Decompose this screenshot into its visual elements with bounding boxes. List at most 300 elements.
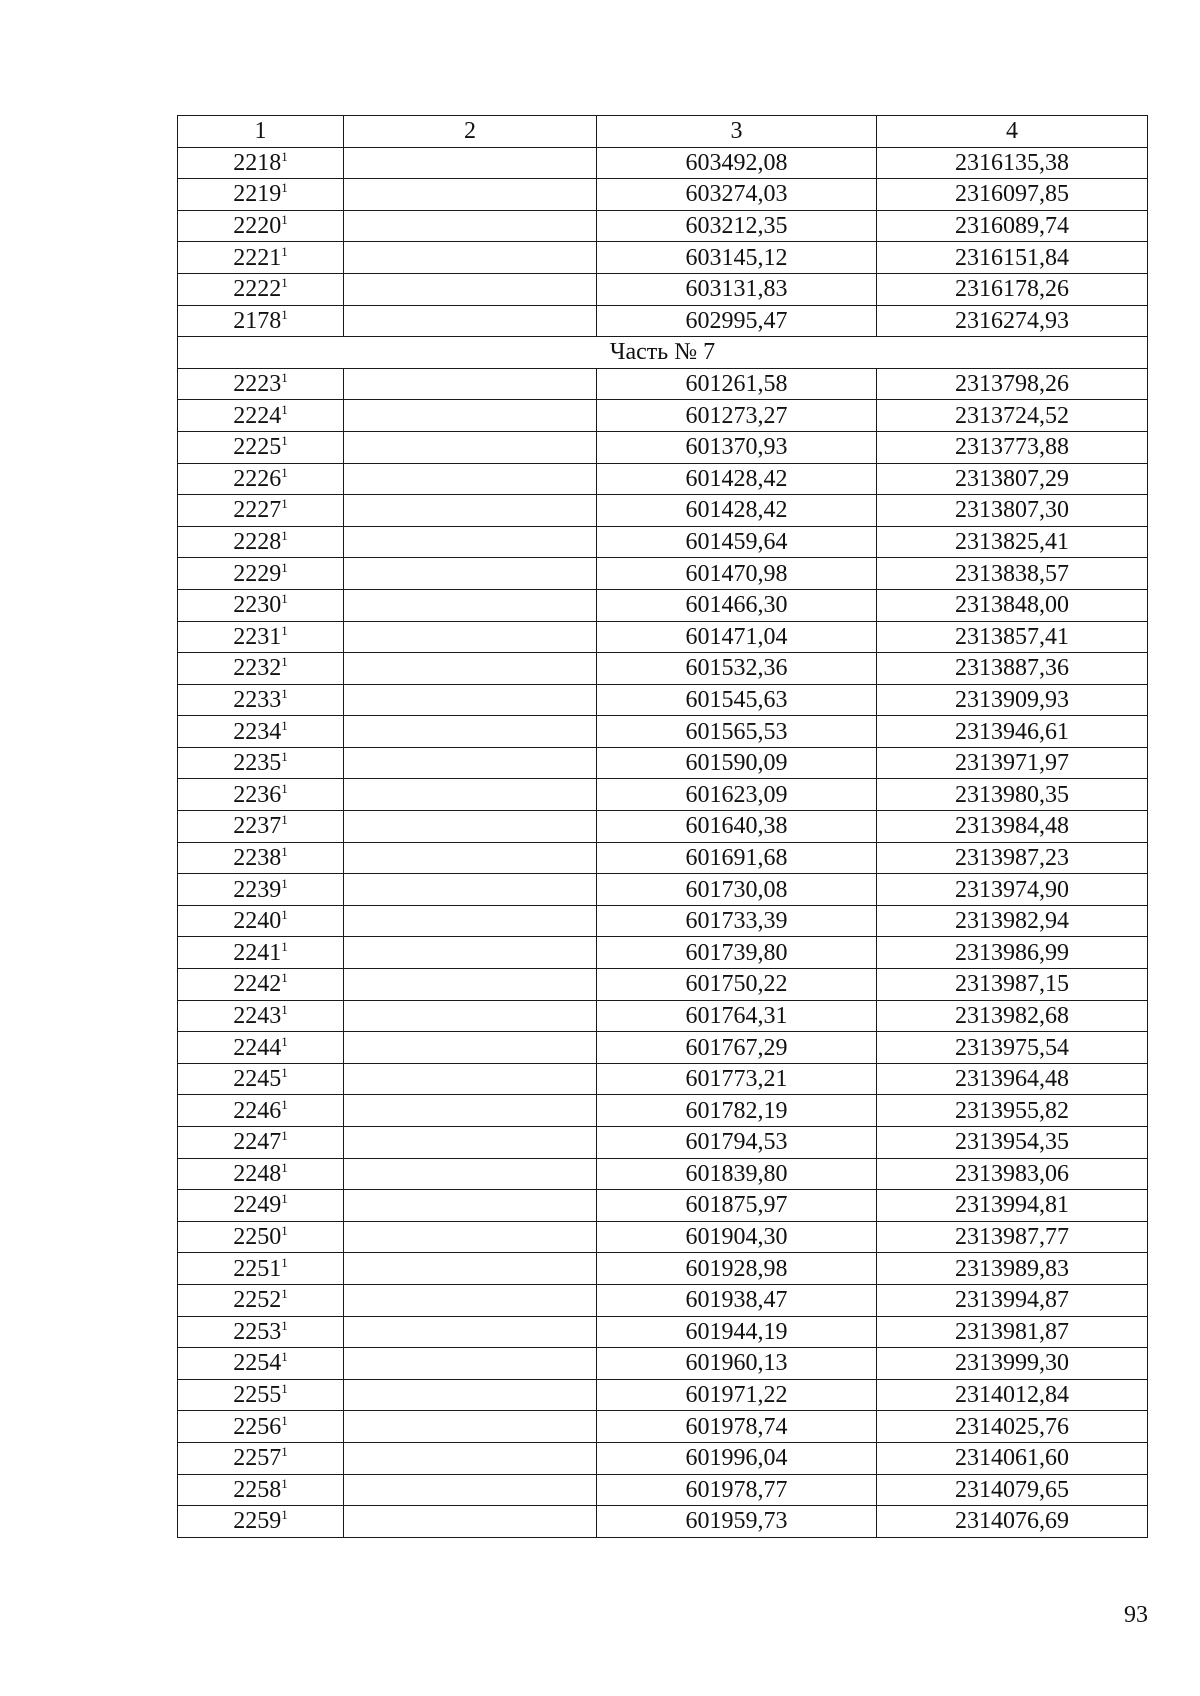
point-superscript: 1 (281, 780, 288, 796)
x-coordinate-cell: 601794,53 (597, 1127, 877, 1159)
point-number-cell (178, 1127, 344, 1159)
col-2-cell (344, 937, 597, 969)
point-number: 2228 (233, 529, 282, 556)
col-2-cell (344, 589, 597, 621)
table-row (178, 526, 1148, 558)
table-row (178, 1190, 1148, 1222)
y-coordinate-cell: 2316178,26 (877, 273, 1148, 305)
y-coordinate-cell: 2313994,87 (877, 1284, 1148, 1316)
point-number: 2245 (233, 1066, 282, 1093)
col-2-cell (344, 1442, 597, 1474)
point-number-cell (178, 1221, 344, 1253)
point-number-cell (178, 1316, 344, 1348)
y-coordinate-cell: 2313986,99 (877, 937, 1148, 969)
point-superscript: 1 (281, 717, 288, 733)
table-row (178, 1158, 1148, 1190)
point-number-cell (178, 210, 344, 242)
point-superscript: 1 (281, 212, 288, 228)
y-coordinate-cell: 2313857,41 (877, 621, 1148, 653)
table-row (178, 1316, 1148, 1348)
table-row (178, 874, 1148, 906)
col-2-cell (344, 1095, 597, 1127)
point-superscript: 1 (281, 1096, 288, 1112)
point-number: 2251 (233, 1255, 282, 1282)
point-number-cell (178, 589, 344, 621)
point-number-cell (178, 1284, 344, 1316)
point-number: 2235 (233, 750, 282, 777)
col-2-cell (344, 842, 597, 874)
y-coordinate-cell: 2313807,30 (877, 495, 1148, 527)
col-2-cell (344, 242, 597, 274)
point-superscript: 1 (281, 938, 288, 954)
table-row (178, 1506, 1148, 1538)
x-coordinate-cell: 601273,27 (597, 400, 877, 432)
point-number: 2238 (233, 844, 282, 871)
point-number-cell (178, 779, 344, 811)
col-2-cell (344, 147, 597, 179)
point-number: 2226 (233, 465, 282, 492)
point-superscript: 1 (281, 907, 288, 923)
x-coordinate-cell: 601978,74 (597, 1411, 877, 1443)
point-superscript: 1 (281, 464, 288, 480)
col-2-cell (344, 273, 597, 305)
point-number: 2218 (233, 149, 282, 176)
col-2-cell (344, 1127, 597, 1159)
point-number: 2219 (233, 181, 282, 208)
point-superscript: 1 (281, 1475, 288, 1491)
y-coordinate-cell: 2313982,94 (877, 905, 1148, 937)
x-coordinate-cell: 601470,98 (597, 558, 877, 590)
y-coordinate-cell: 2313999,30 (877, 1348, 1148, 1380)
point-number: 2244 (233, 1034, 282, 1061)
y-coordinate-cell: 2316097,85 (877, 179, 1148, 211)
point-superscript: 1 (281, 559, 288, 575)
point-number-cell (178, 1000, 344, 1032)
table-row (178, 273, 1148, 305)
col-2-cell (344, 463, 597, 495)
point-number-cell (178, 1442, 344, 1474)
col-2-cell (344, 1000, 597, 1032)
x-coordinate-cell: 601261,58 (597, 368, 877, 400)
point-superscript: 1 (281, 275, 288, 291)
header-col-4: 4 (877, 116, 1148, 148)
table-row (178, 1032, 1148, 1064)
y-coordinate-cell: 2313909,93 (877, 684, 1148, 716)
point-superscript: 1 (281, 1317, 288, 1333)
point-superscript: 1 (281, 1444, 288, 1460)
table-row (178, 558, 1148, 590)
x-coordinate-cell: 601996,04 (597, 1442, 877, 1474)
table-row (178, 653, 1148, 685)
col-2-cell (344, 874, 597, 906)
table-row (178, 716, 1148, 748)
y-coordinate-cell: 2316274,93 (877, 305, 1148, 337)
x-coordinate-cell: 603145,12 (597, 242, 877, 274)
x-coordinate-cell: 603274,03 (597, 179, 877, 211)
col-2-cell (344, 747, 597, 779)
point-number: 2258 (233, 1476, 282, 1503)
point-number-cell (178, 368, 344, 400)
x-coordinate-cell: 601730,08 (597, 874, 877, 906)
col-2-cell (344, 431, 597, 463)
x-coordinate-cell: 601459,64 (597, 526, 877, 558)
col-2-cell (344, 1474, 597, 1506)
y-coordinate-cell: 2313724,52 (877, 400, 1148, 432)
point-number: 2242 (233, 971, 282, 998)
table-row (178, 305, 1148, 337)
point-number-cell (178, 937, 344, 969)
table-row (178, 463, 1148, 495)
table-row (178, 242, 1148, 274)
x-coordinate-cell: 601733,39 (597, 905, 877, 937)
point-superscript: 1 (281, 1254, 288, 1270)
point-number-cell (178, 747, 344, 779)
table-row (178, 842, 1148, 874)
point-number-cell (178, 273, 344, 305)
section-label: Часть № 7 (178, 337, 1148, 369)
point-number-cell (178, 1095, 344, 1127)
table-row (178, 495, 1148, 527)
x-coordinate-cell: 601773,21 (597, 1063, 877, 1095)
point-number: 2239 (233, 876, 282, 903)
point-number-cell (178, 905, 344, 937)
x-coordinate-cell: 601545,63 (597, 684, 877, 716)
table-row (178, 779, 1148, 811)
point-superscript: 1 (281, 1507, 288, 1523)
y-coordinate-cell: 2313954,35 (877, 1127, 1148, 1159)
y-coordinate-cell: 2313983,06 (877, 1158, 1148, 1190)
table-row (178, 811, 1148, 843)
point-number: 2252 (233, 1287, 282, 1314)
col-2-cell (344, 1032, 597, 1064)
table-row (178, 1284, 1148, 1316)
table-row (178, 589, 1148, 621)
point-number-cell (178, 1253, 344, 1285)
point-superscript: 1 (281, 970, 288, 986)
table-header (178, 116, 1148, 148)
col-2-cell (344, 905, 597, 937)
col-2-cell (344, 368, 597, 400)
point-number-cell (178, 1474, 344, 1506)
point-superscript: 1 (281, 1412, 288, 1428)
point-number: 2223 (233, 371, 282, 398)
y-coordinate-cell: 2313807,29 (877, 463, 1148, 495)
col-2-cell (344, 969, 597, 1001)
point-number: 2230 (233, 592, 282, 619)
table-row (178, 1442, 1148, 1474)
point-superscript: 1 (281, 622, 288, 638)
y-coordinate-cell: 2313989,83 (877, 1253, 1148, 1285)
point-superscript: 1 (281, 148, 288, 164)
table-row (178, 1063, 1148, 1095)
section-row (178, 337, 1148, 369)
point-number-cell (178, 1379, 344, 1411)
x-coordinate-cell: 601750,22 (597, 969, 877, 1001)
point-superscript: 1 (281, 1033, 288, 1049)
x-coordinate-cell: 601471,04 (597, 621, 877, 653)
table-row (178, 179, 1148, 211)
col-2-cell (344, 1379, 597, 1411)
point-number: 2234 (233, 718, 282, 745)
table-row (178, 1253, 1148, 1285)
table-row (178, 621, 1148, 653)
table-row (178, 969, 1148, 1001)
col-2-cell (344, 400, 597, 432)
table-body (178, 147, 1148, 1537)
col-2-cell (344, 305, 597, 337)
col-2-cell (344, 1348, 597, 1380)
point-number: 2253 (233, 1318, 282, 1345)
point-number-cell (178, 811, 344, 843)
point-number: 2248 (233, 1160, 282, 1187)
point-number: 2255 (233, 1382, 282, 1409)
point-number-cell (178, 874, 344, 906)
x-coordinate-cell: 601938,47 (597, 1284, 877, 1316)
x-coordinate-cell: 601928,98 (597, 1253, 877, 1285)
y-coordinate-cell: 2313994,81 (877, 1190, 1148, 1222)
point-number-cell (178, 1158, 344, 1190)
y-coordinate-cell: 2313773,88 (877, 431, 1148, 463)
x-coordinate-cell: 601971,22 (597, 1379, 877, 1411)
x-coordinate-cell: 601875,97 (597, 1190, 877, 1222)
point-superscript: 1 (281, 306, 288, 322)
col-2-cell (344, 1284, 597, 1316)
point-number: 2224 (233, 402, 282, 429)
x-coordinate-cell: 601739,80 (597, 937, 877, 969)
x-coordinate-cell: 601640,38 (597, 811, 877, 843)
col-2-cell (344, 684, 597, 716)
y-coordinate-cell: 2313974,90 (877, 874, 1148, 906)
y-coordinate-cell: 2314076,69 (877, 1506, 1148, 1538)
y-coordinate-cell: 2313980,35 (877, 779, 1148, 811)
point-number-cell (178, 400, 344, 432)
point-number: 2243 (233, 1002, 282, 1029)
col-2-cell (344, 179, 597, 211)
point-number: 2222 (233, 276, 282, 303)
y-coordinate-cell: 2313987,77 (877, 1221, 1148, 1253)
x-coordinate-cell: 601466,30 (597, 589, 877, 621)
table-row (178, 210, 1148, 242)
x-coordinate-cell: 601944,19 (597, 1316, 877, 1348)
col-2-cell (344, 653, 597, 685)
point-superscript: 1 (281, 1381, 288, 1397)
point-number: 2259 (233, 1508, 282, 1535)
point-superscript: 1 (281, 1191, 288, 1207)
point-superscript: 1 (281, 1223, 288, 1239)
point-number-cell (178, 1506, 344, 1538)
x-coordinate-cell: 603212,35 (597, 210, 877, 242)
point-number: 2232 (233, 655, 282, 682)
table-row (178, 1127, 1148, 1159)
y-coordinate-cell: 2314079,65 (877, 1474, 1148, 1506)
coordinates-table (177, 115, 1148, 1538)
point-number-cell (178, 1411, 344, 1443)
point-superscript: 1 (281, 401, 288, 417)
y-coordinate-cell: 2316089,74 (877, 210, 1148, 242)
col-2-cell (344, 1253, 597, 1285)
table-row (178, 747, 1148, 779)
point-number: 2229 (233, 560, 282, 587)
point-number-cell (178, 179, 344, 211)
point-number: 2227 (233, 497, 282, 524)
point-number: 2249 (233, 1192, 282, 1219)
point-superscript: 1 (281, 685, 288, 701)
table-row (178, 905, 1148, 937)
point-number-cell (178, 621, 344, 653)
point-superscript: 1 (281, 1128, 288, 1144)
point-number: 2178 (233, 307, 282, 334)
table-row (178, 368, 1148, 400)
point-superscript: 1 (281, 1286, 288, 1302)
point-number-cell (178, 716, 344, 748)
table-row (178, 1095, 1148, 1127)
y-coordinate-cell: 2313987,15 (877, 969, 1148, 1001)
point-number-cell (178, 495, 344, 527)
table-row (178, 431, 1148, 463)
x-coordinate-cell: 601978,77 (597, 1474, 877, 1506)
y-coordinate-cell: 2313981,87 (877, 1316, 1148, 1348)
y-coordinate-cell: 2313955,82 (877, 1095, 1148, 1127)
table-row (178, 937, 1148, 969)
col-2-cell (344, 1158, 597, 1190)
point-superscript: 1 (281, 496, 288, 512)
x-coordinate-cell: 601959,73 (597, 1506, 877, 1538)
point-number-cell (178, 526, 344, 558)
y-coordinate-cell: 2314061,60 (877, 1442, 1148, 1474)
table-row (178, 1379, 1148, 1411)
point-superscript: 1 (281, 528, 288, 544)
y-coordinate-cell: 2313987,23 (877, 842, 1148, 874)
point-number-cell (178, 147, 344, 179)
x-coordinate-cell: 601370,93 (597, 431, 877, 463)
col-2-cell (344, 210, 597, 242)
y-coordinate-cell: 2314012,84 (877, 1379, 1148, 1411)
col-2-cell (344, 811, 597, 843)
x-coordinate-cell: 601839,80 (597, 1158, 877, 1190)
table-row (178, 684, 1148, 716)
point-number: 2257 (233, 1445, 282, 1472)
y-coordinate-cell: 2313982,68 (877, 1000, 1148, 1032)
page-number: 93 (1124, 1602, 1148, 1628)
point-superscript: 1 (281, 370, 288, 386)
y-coordinate-cell: 2313848,00 (877, 589, 1148, 621)
point-superscript: 1 (281, 749, 288, 765)
point-number-cell (178, 842, 344, 874)
table-row (178, 1000, 1148, 1032)
point-superscript: 1 (281, 843, 288, 859)
header-col-3: 3 (597, 116, 877, 148)
y-coordinate-cell: 2313887,36 (877, 653, 1148, 685)
point-number-cell (178, 969, 344, 1001)
point-superscript: 1 (281, 1349, 288, 1365)
x-coordinate-cell: 601565,53 (597, 716, 877, 748)
point-number-cell (178, 1032, 344, 1064)
point-number: 2256 (233, 1413, 282, 1440)
y-coordinate-cell: 2316135,38 (877, 147, 1148, 179)
x-coordinate-cell: 601904,30 (597, 1221, 877, 1253)
point-number: 2233 (233, 686, 282, 713)
y-coordinate-cell: 2313984,48 (877, 811, 1148, 843)
point-number: 2221 (233, 244, 282, 271)
x-coordinate-cell: 603492,08 (597, 147, 877, 179)
x-coordinate-cell: 601960,13 (597, 1348, 877, 1380)
point-number-cell (178, 653, 344, 685)
table-row (178, 400, 1148, 432)
col-2-cell (344, 495, 597, 527)
table-row (178, 147, 1148, 179)
point-number: 2250 (233, 1224, 282, 1251)
point-number: 2241 (233, 939, 282, 966)
point-superscript: 1 (281, 654, 288, 670)
point-number: 2220 (233, 213, 282, 240)
x-coordinate-cell: 603131,83 (597, 273, 877, 305)
y-coordinate-cell: 2313946,61 (877, 716, 1148, 748)
header-col-1: 1 (178, 116, 344, 148)
y-coordinate-cell: 2313975,54 (877, 1032, 1148, 1064)
point-superscript: 1 (281, 875, 288, 891)
x-coordinate-cell: 601428,42 (597, 495, 877, 527)
col-2-cell (344, 1506, 597, 1538)
point-superscript: 1 (281, 433, 288, 449)
point-number-cell (178, 1348, 344, 1380)
point-number-cell (178, 305, 344, 337)
x-coordinate-cell: 601691,68 (597, 842, 877, 874)
y-coordinate-cell: 2313838,57 (877, 558, 1148, 590)
x-coordinate-cell: 601623,09 (597, 779, 877, 811)
point-number: 2254 (233, 1350, 282, 1377)
col-2-cell (344, 526, 597, 558)
x-coordinate-cell: 601782,19 (597, 1095, 877, 1127)
point-number: 2237 (233, 813, 282, 840)
point-number-cell (178, 1063, 344, 1095)
y-coordinate-cell: 2313825,41 (877, 526, 1148, 558)
point-number-cell (178, 684, 344, 716)
point-number: 2236 (233, 781, 282, 808)
point-superscript: 1 (281, 180, 288, 196)
point-number: 2231 (233, 623, 282, 650)
col-2-cell (344, 1316, 597, 1348)
y-coordinate-cell: 2313964,48 (877, 1063, 1148, 1095)
header-col-2: 2 (344, 116, 597, 148)
x-coordinate-cell: 601590,09 (597, 747, 877, 779)
point-superscript: 1 (281, 243, 288, 259)
header-row (178, 116, 1148, 148)
point-number: 2246 (233, 1097, 282, 1124)
table-row (178, 1411, 1148, 1443)
x-coordinate-cell: 601764,31 (597, 1000, 877, 1032)
x-coordinate-cell: 601428,42 (597, 463, 877, 495)
point-superscript: 1 (281, 1065, 288, 1081)
point-number-cell (178, 242, 344, 274)
col-2-cell (344, 621, 597, 653)
point-superscript: 1 (281, 1001, 288, 1017)
y-coordinate-cell: 2313971,97 (877, 747, 1148, 779)
col-2-cell (344, 1063, 597, 1095)
point-number-cell (178, 463, 344, 495)
x-coordinate-cell: 602995,47 (597, 305, 877, 337)
point-number: 2247 (233, 1129, 282, 1156)
table-row (178, 1221, 1148, 1253)
point-superscript: 1 (281, 812, 288, 828)
point-number-cell (178, 1190, 344, 1222)
y-coordinate-cell: 2313798,26 (877, 368, 1148, 400)
col-2-cell (344, 1190, 597, 1222)
col-2-cell (344, 1221, 597, 1253)
y-coordinate-cell: 2316151,84 (877, 242, 1148, 274)
col-2-cell (344, 716, 597, 748)
y-coordinate-cell: 2314025,76 (877, 1411, 1148, 1443)
x-coordinate-cell: 601767,29 (597, 1032, 877, 1064)
